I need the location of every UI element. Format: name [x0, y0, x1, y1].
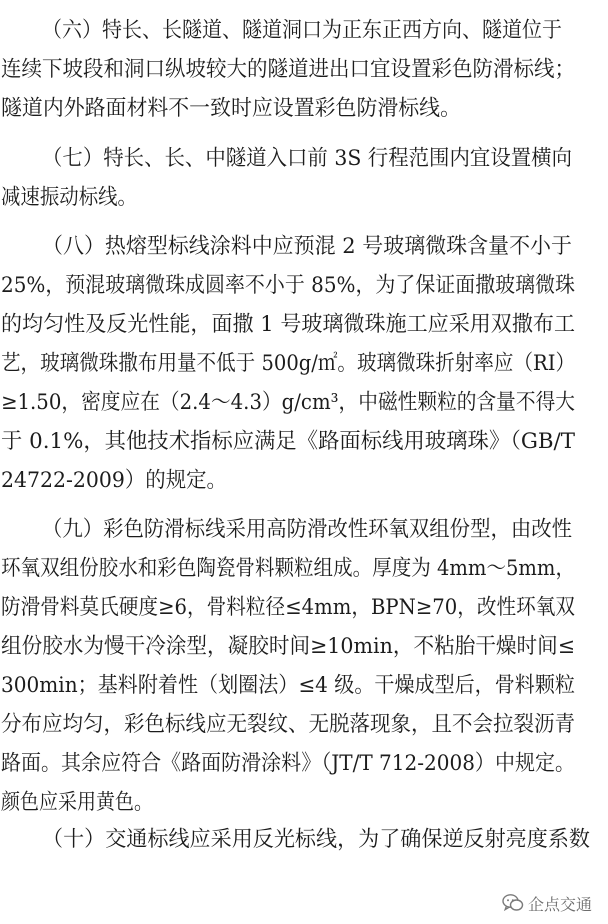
p8-line-7-text: 24722-2009）的规定。 [1, 468, 227, 493]
p9-line-8 [0, 786, 608, 820]
p7-line-1 [0, 142, 608, 176]
p8-line-1-text: （八）热熔型标线涂料中应预混 2 号玻璃微珠含量不小于 [42, 234, 572, 259]
p8-line-2-text: 25%，预混玻璃微珠成圆率不小于 85%，为了保证面撒玻璃微珠 [1, 273, 575, 298]
p9-line-4-text: 组份胶水为慢干冷涂型，凝胶时间≥10min，不粘胎干燥时间≤ [1, 634, 575, 659]
p6-line-3 [0, 92, 608, 126]
p6-line-3-text: 隧道内外路面材料不一致时应设置彩色防滑标线。 [1, 96, 461, 121]
p9-line-1 [0, 513, 608, 547]
p6-line-1-text: （六）特长、长隧道、隧道洞口为正东正西方向、隧道位于 [42, 18, 562, 43]
p6-line-2 [0, 53, 608, 87]
watermark [502, 890, 592, 916]
p9-line-5-text: 300min；基料附着性（划圈法）≤4 级。干燥成型后，骨料颗粒 [1, 673, 575, 698]
watermark-text: 企点交通 [527, 894, 592, 914]
wechat-logo-icon [502, 893, 524, 913]
p9-line-3 [0, 591, 608, 625]
p8-line-4 [0, 347, 608, 381]
p8-line-5-text: ≥1.50，密度应在（2.4～4.3）g/cm³，中磁性颗粒的含量不得大 [1, 390, 575, 415]
p9-line-6 [0, 708, 608, 742]
p8-line-4-text: 艺，玻璃微珠撒布用量不低于 500g/㎡。玻璃微珠折射率应（RI） [1, 351, 575, 376]
p9-line-7 [0, 747, 608, 781]
p8-line-2 [0, 269, 608, 303]
p8-line-7 [0, 464, 608, 498]
p6-line-2-text: 连续下坡段和洞口纵坡较大的隧道进出口宜设置彩色防滑标线； [1, 57, 575, 82]
p9-line-6-text: 分布应均匀，彩色标线应无裂纹、无脱落现象，且不会拉裂沥青 [1, 712, 575, 737]
p9-line-4 [0, 630, 608, 664]
p9-line-7-text: 路面。其余应符合《路面防滑涂料》（JT/T 712-2008）中规定。 [1, 751, 575, 776]
p8-line-6 [0, 425, 608, 459]
p9-line-2-text: 环氧双组份胶水和彩色陶瓷骨料颗粒组成。厚度为 4mm～5mm， [1, 556, 575, 581]
p9-line-3-text: 防滑骨料莫氏硬度≥6，骨料粒径≤4mm，BPN≥70，改性环氧双 [1, 595, 575, 620]
p7-line-2 [0, 181, 608, 215]
p7-line-1-text: （七）特长、长、中隧道入口前 3S 行程范围内宜设置横向 [42, 146, 572, 171]
p8-line-3 [0, 308, 608, 342]
p10-line-1 [0, 823, 608, 857]
p6-line-1 [0, 14, 608, 48]
p7-line-2-text: 减速振动标线。 [1, 185, 137, 210]
p9-line-1-text: （九）彩色防滑标线采用高防滑改性环氧双组份型，由改性 [42, 517, 572, 542]
p8-line-5 [0, 386, 608, 420]
p8-line-3-text: 的均匀性及反光性能，面撒 1 号玻璃微珠施工应采用双撒布工 [1, 312, 575, 337]
p8-line-1 [0, 230, 608, 264]
p9-line-8-text: 颜色应采用黄色。 [1, 790, 153, 815]
p10-line-1-text: （十）交通标线应采用反光标线，为了确保逆反射亮度系数 [42, 827, 590, 852]
p9-line-2 [0, 552, 608, 586]
p9-line-5 [0, 669, 608, 703]
p8-line-6-text: 于 0.1%，其他技术指标应满足《路面标线用玻璃珠》（GB/T [1, 429, 575, 454]
